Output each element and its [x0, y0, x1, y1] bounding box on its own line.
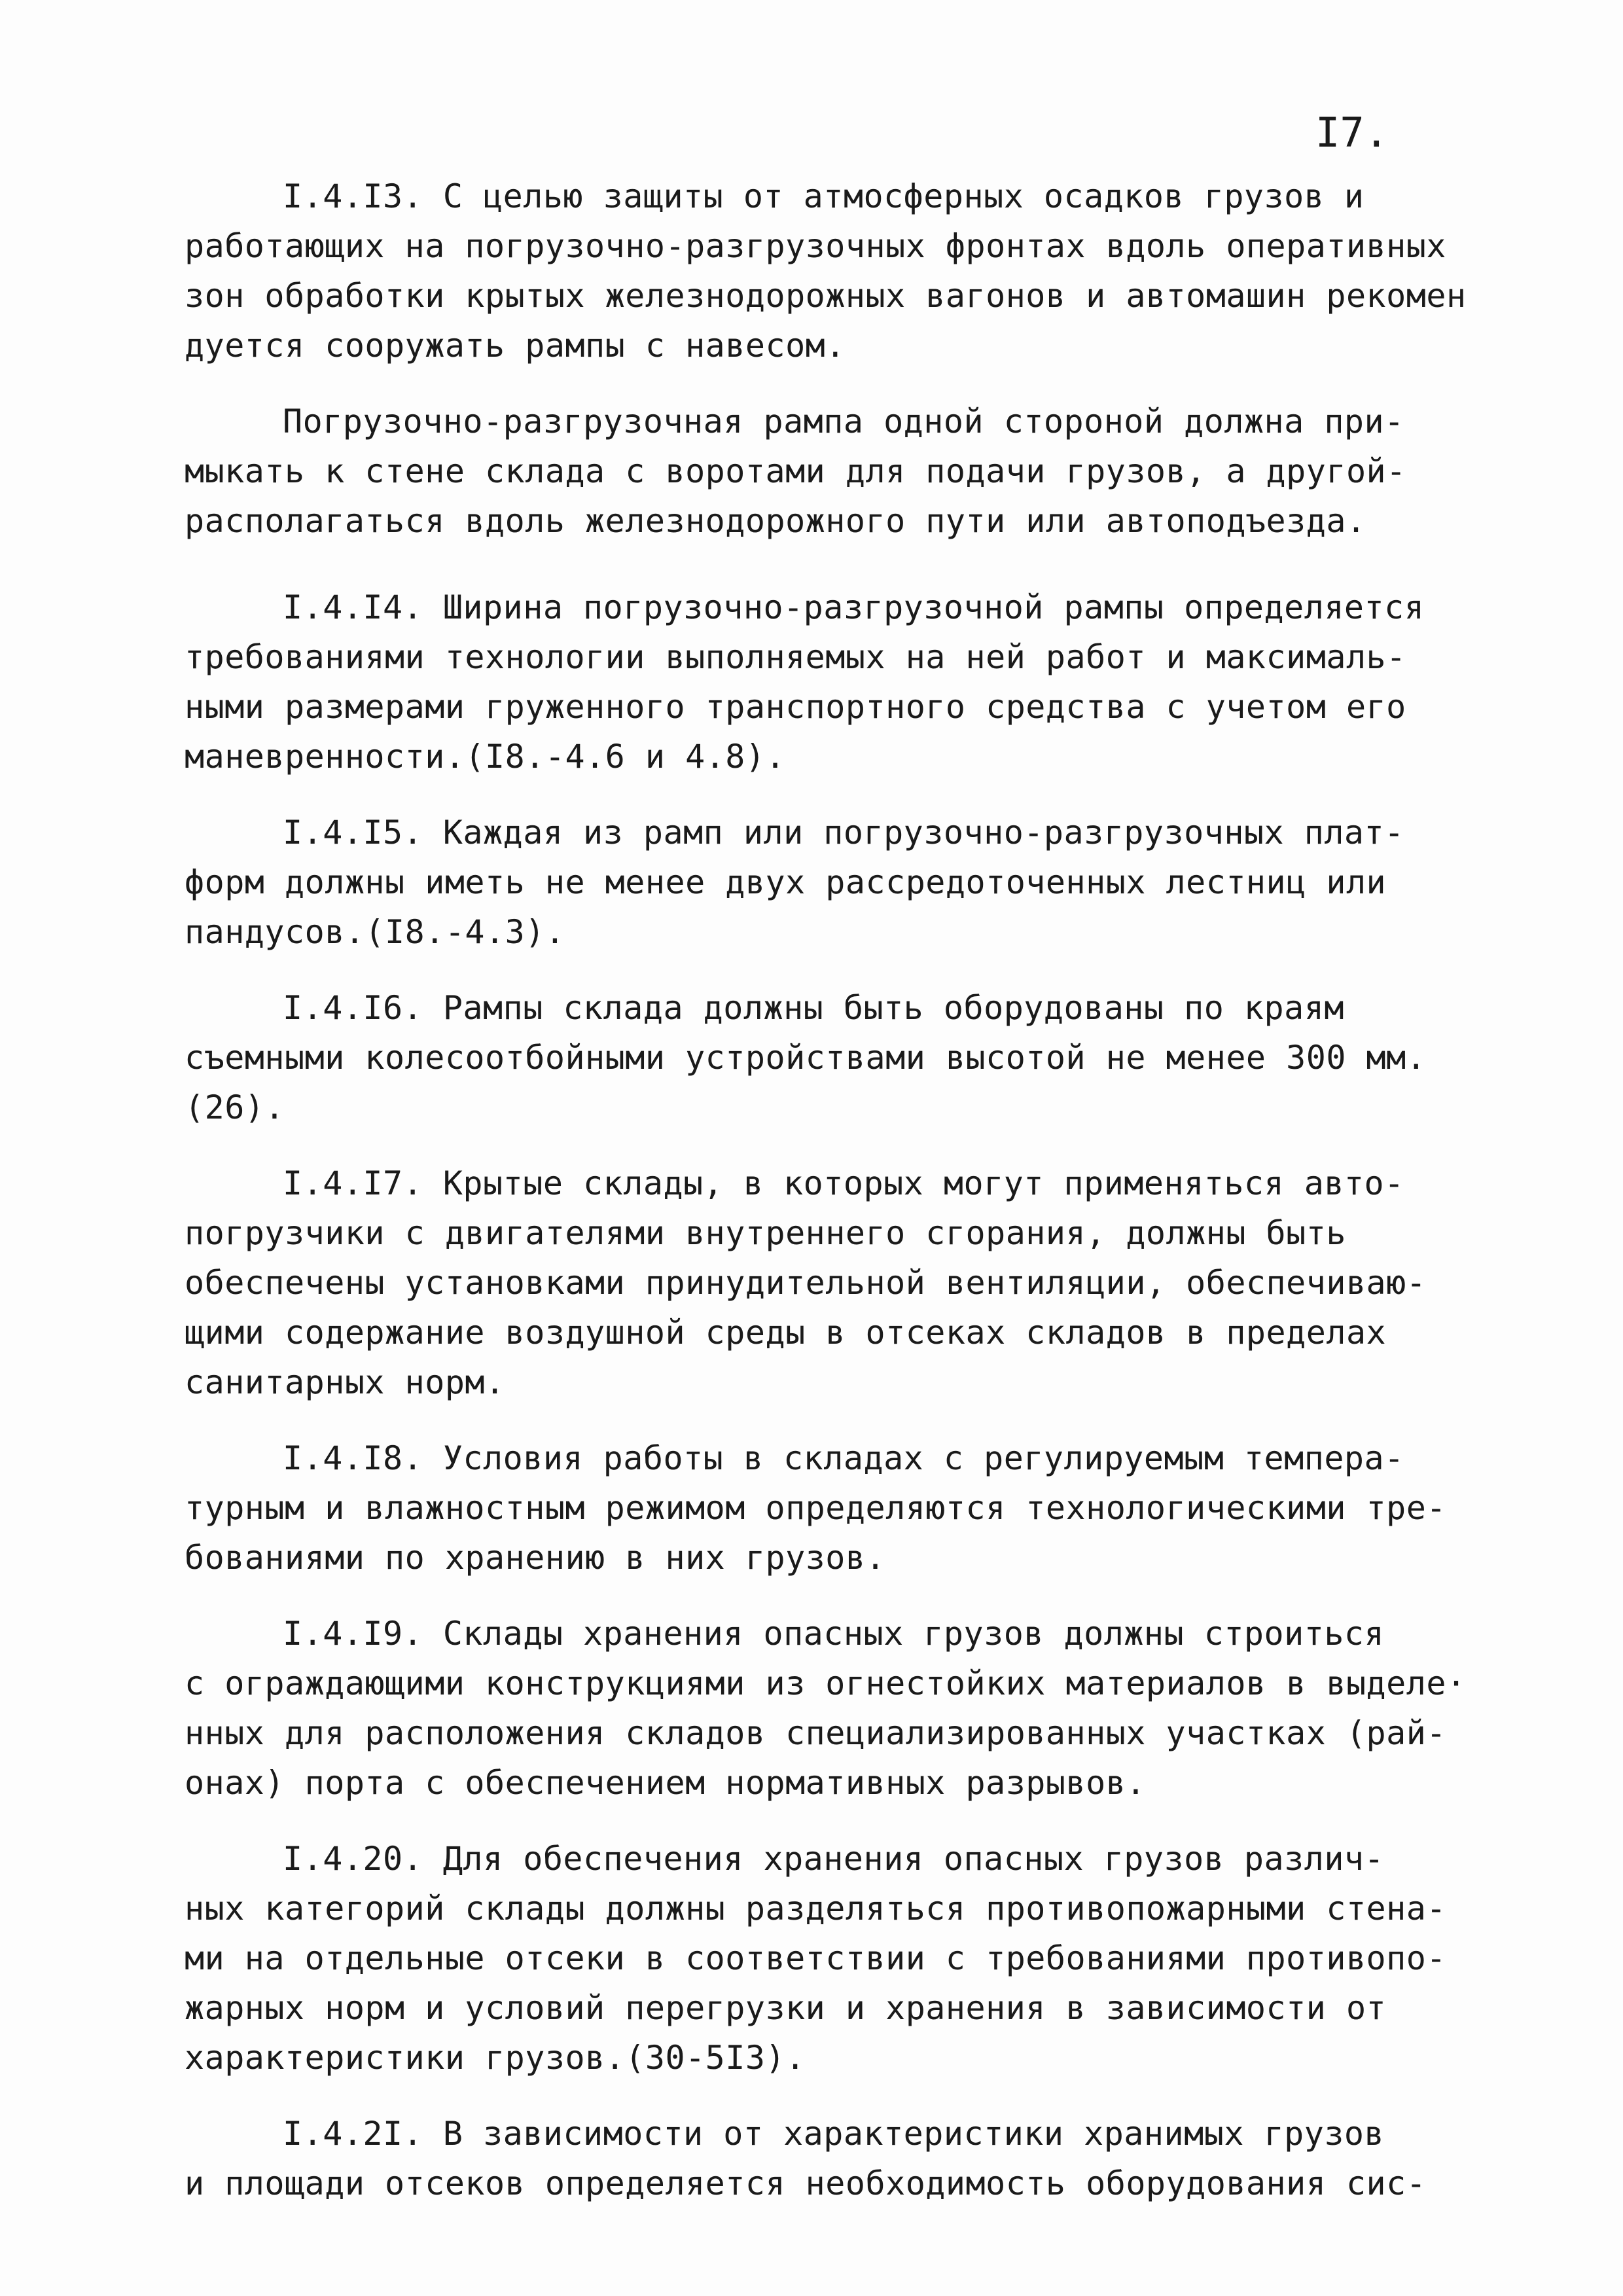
text-line: бованиями по хранению в них грузов. — [185, 1539, 886, 1577]
text-line: ми на отдельные отсеки в соответствии с требованиями противопо- — [185, 1939, 1446, 1977]
text-line: I.4.2I. В зависимости от характеристики хранимых грузов — [283, 2115, 1385, 2153]
text-line: маневренности.(I8.-4.6 и 4.8). — [185, 738, 786, 776]
text-line: I.4.I6. Рампы склада должны быть оборудованы по краям — [283, 989, 1344, 1027]
text-line: I.4.I7. Крытые склады, в которых могут применяться авто- — [283, 1164, 1404, 1202]
paragraph-1-4-17 — [185, 1158, 1467, 1407]
text-line: (26). — [185, 1088, 285, 1126]
text-line: требованиями технологии выполняемых на ней работ и максималь- — [185, 638, 1406, 676]
text-line: I.4.20. Для обеспечения хранения опасных грузов различ- — [283, 1840, 1385, 1878]
text-line: ных категорий склады должны разделяться противопожарными стена- — [185, 1890, 1446, 1928]
text-line: I.4.I3. С целью защиты от атмосферных осадков грузов и — [283, 177, 1364, 215]
text-line: нных для расположения складов специализированных участках (рай- — [185, 1714, 1446, 1752]
text-line: и площади отсеков определяется необходимость оборудования сис- — [185, 2164, 1427, 2202]
page-number: I7. — [1315, 109, 1389, 156]
paragraph-1-4-16 — [185, 983, 1467, 1132]
text-line: онах) порта с обеспечением нормативных разрывов. — [185, 1764, 1146, 1802]
text-line: пандусов.(I8.-4.3). — [185, 913, 565, 951]
paragraph-1-4-14 — [185, 583, 1467, 781]
text-line: Погрузочно-разгрузочная рампа одной стороной должна при- — [283, 403, 1404, 440]
text-line: съемными колесоотбойными устройствами высотой не менее 300 мм. — [185, 1039, 1427, 1077]
text-line: дуется сооружать рампы с навесом. — [185, 327, 846, 365]
text-line: жарных норм и условий перегрузки и хранения в зависимости от — [185, 1989, 1387, 2027]
paragraph-1-4-15 — [185, 808, 1467, 957]
text-line: санитарных норм. — [185, 1363, 505, 1401]
text-line: ными размерами груженного транспортного средства с учетом его — [185, 688, 1406, 726]
paragraph-1-4-13 — [185, 171, 1467, 370]
paragraph-1-4-18 — [185, 1433, 1467, 1583]
text-line: мыкать к стене склада с воротами для подачи грузов, а другой- — [185, 452, 1406, 490]
text-line: погрузчики с двигателями внутреннего сгорания, должны быть — [185, 1214, 1346, 1252]
text-line: работающих на погрузочно-разгрузочных фронтах вдоль оперативных — [185, 227, 1446, 265]
text-line: щими содержание воздушной среды в отсеках складов в пределах — [185, 1314, 1387, 1352]
text-line: I.4.I5. Каждая из рамп или погрузочно-разгрузочных плат- — [283, 814, 1404, 852]
text-line: I.4.I9. Склады хранения опасных грузов должны строиться — [283, 1615, 1385, 1653]
text-line: I.4.I8. Условия работы в складах с регулируемым темпера- — [283, 1439, 1404, 1477]
text-line: форм должны иметь не менее двух рассредоточенных лестниц или — [185, 863, 1387, 901]
document-body — [185, 171, 1467, 2208]
paragraph-1-4-19 — [185, 1609, 1467, 1808]
text-line: турным и влажностным режимом определяются технологическими тре- — [185, 1489, 1446, 1527]
text-line: располагаться вдоль железнодорожного пути или автоподъезда. — [185, 502, 1366, 540]
text-line: с ограждающими конструкциями из огнестойких материалов в выделе· — [185, 1664, 1467, 1702]
paragraph-1-4-20 — [185, 1834, 1467, 2083]
text-line: обеспечены установками принудительной вентиляции, обеспечиваю- — [185, 1264, 1427, 1302]
paragraph-1-4-13-continued — [185, 397, 1467, 546]
paragraph-1-4-21 — [185, 2109, 1467, 2208]
text-line: I.4.I4. Ширина погрузочно-разгрузочной рампы определяется — [283, 588, 1425, 626]
text-line: характеристики грузов.(30-5I3). — [185, 2039, 806, 2077]
text-line: зон обработки крытых железнодорожных вагонов и автомашин рекомен — [185, 277, 1467, 315]
